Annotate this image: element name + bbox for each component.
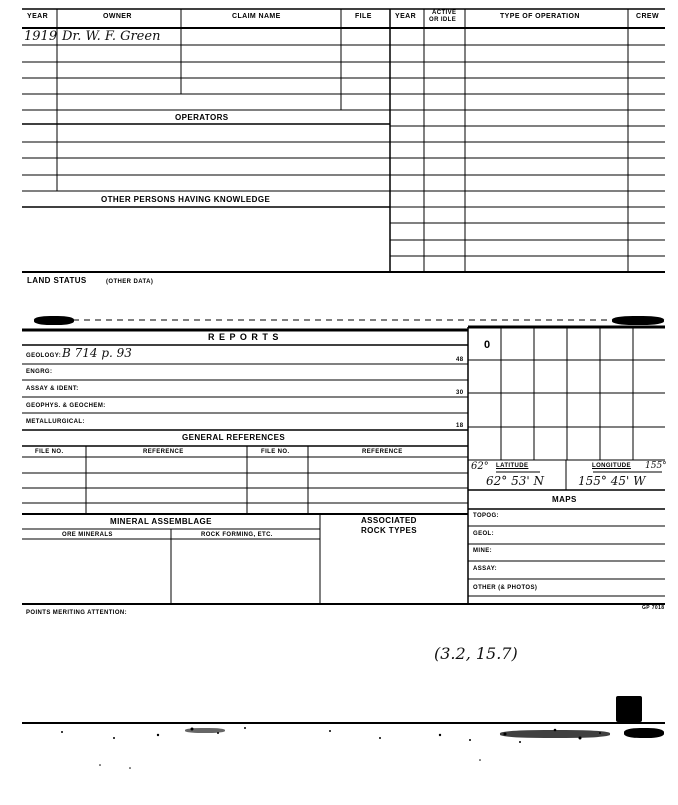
header-crew: CREW xyxy=(636,13,659,20)
latitude-value: 62° 53' N xyxy=(486,474,544,488)
grid-marker: 0 xyxy=(484,339,491,351)
rock-forming-header: ROCK FORMING, ETC. xyxy=(201,532,273,538)
long-degree-note: 155° xyxy=(645,461,667,471)
scan-smudge xyxy=(500,730,610,738)
report-engrg-label: ENGRG: xyxy=(26,369,53,375)
entry-year: 1919 xyxy=(24,29,58,44)
maps-mine: MINE: xyxy=(473,548,492,554)
header-owner: OWNER xyxy=(103,13,132,20)
report-assay-label: ASSAY & IDENT: xyxy=(26,386,79,392)
longitude-value: 155° 45' W xyxy=(578,474,646,488)
report-number-18: 18 xyxy=(456,423,464,429)
maps-topog: TOPOG: xyxy=(473,513,499,519)
mineral-assemblage-title: MINERAL ASSEMBLAGE xyxy=(110,517,212,526)
associated-rock-types-line2: ROCK TYPES xyxy=(361,526,418,535)
general-references-title: GENERAL REFERENCES xyxy=(182,433,286,442)
points-meriting-attention: POINTS MERITING ATTENTION: xyxy=(26,610,128,616)
entry-owner: Dr. W. F. Green xyxy=(62,29,161,44)
scan-smudge xyxy=(624,728,664,738)
ref-reference-2: REFERENCE xyxy=(362,449,403,455)
header-claim-name: CLAIM NAME xyxy=(232,13,281,20)
longitude-label: LONGITUDE xyxy=(592,463,631,469)
latitude-label: LATITUDE xyxy=(496,463,529,469)
report-number-30: 30 xyxy=(456,390,464,396)
header-year: YEAR xyxy=(27,13,49,20)
report-metallurgical-label: METALLURGICAL: xyxy=(26,419,85,425)
maps-title: MAPS xyxy=(552,495,577,504)
scan-smudge xyxy=(616,696,642,722)
report-geology-label: GEOLOGY: xyxy=(26,353,62,359)
form-number: GP 7018 xyxy=(642,605,665,611)
other-persons-title: OTHER PERSONS HAVING KNOWLEDGE xyxy=(101,195,271,204)
land-status-title: LAND STATUS xyxy=(27,276,87,285)
ore-minerals-header: ORE MINERALS xyxy=(62,532,113,538)
report-geology-value: B 714 p. 93 xyxy=(62,346,132,360)
scan-smudge xyxy=(34,316,74,325)
maps-assay: ASSAY: xyxy=(473,566,498,572)
header-active: ACTIVE xyxy=(432,10,457,16)
land-status-note: (OTHER DATA) xyxy=(106,279,154,285)
report-number-48: 48 xyxy=(456,357,464,363)
maps-geol: GEOL: xyxy=(473,531,494,537)
header-type-of-operation: TYPE OF OPERATION xyxy=(500,13,580,20)
header-year-2: YEAR xyxy=(395,13,417,20)
handwritten-coordinates: (3.2, 15.7) xyxy=(434,644,518,663)
operators-title: OPERATORS xyxy=(175,113,229,122)
reports-title: R E P O R T S xyxy=(208,332,280,342)
maps-other: OTHER (& PHOTOS) xyxy=(473,585,538,591)
lat-degree-note: 62° xyxy=(471,461,489,472)
associated-rock-types-line1: ASSOCIATED xyxy=(361,516,417,525)
ref-file-no-2: FILE NO. xyxy=(261,449,290,455)
report-geophys-label: GEOPHYS. & GEOCHEM: xyxy=(26,403,106,409)
ref-reference-1: REFERENCE xyxy=(143,449,184,455)
scan-smudge xyxy=(612,316,664,325)
scan-smudge xyxy=(185,728,225,733)
header-or-idle: OR IDLE xyxy=(429,17,457,23)
ref-file-no-1: FILE NO. xyxy=(35,449,64,455)
header-file: FILE xyxy=(355,13,372,20)
